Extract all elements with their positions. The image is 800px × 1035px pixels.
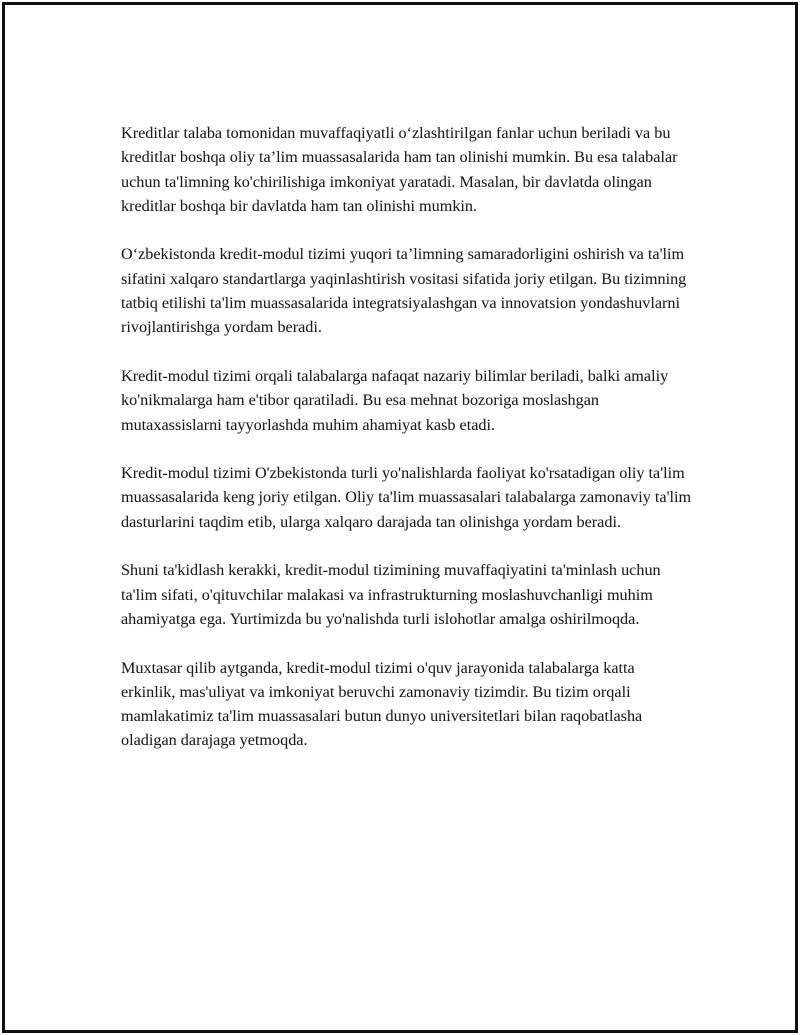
paragraph: O‘zbekistonda kredit-modul tizimi yuqori ta’limning samaradorligini oshirish va ta'lim sifatini xalqaro standartlarga yaqinlashtirish vositasi sifatida joriy etilgan. Bu tizimning tatbiq etilishi ta'lim muassasalarida integratsiyalashgan va innovatsion yondashuvlarni rivojlantirishga yordam beradi.	[121, 245, 687, 337]
paragraph: Kredit-modul tizimi orqali talabalarga nafaqat nazariy bilimlar beriladi, balki amaliy ko'nikmalarga ham e'tibor qaratiladi. Bu esa mehnat bozoriga moslashgan mutaxassislarni tayyorlashda muhim ahamiyat kasb etadi.	[121, 366, 669, 434]
paragraph: Muxtasar qilib aytganda, kredit-modul tizimi o'quv jarayonida talabalarga katta erkinlik, mas'uliyat va imkoniyat beruvchi zamonaviy tizimdir. Bu tizim orqali mamlakatimiz ta'lim muassasalari butun dunyo universitetlari bilan raqobatlasha oladigan darajaga yetmoqda.	[121, 658, 643, 750]
page-frame	[2, 2, 798, 1033]
paragraph: Kredit-modul tizimi O'zbekistonda turli yo'nalishlarda faoliyat ko'rsatadigan oliy ta'lim muassasalarida keng joriy etilgan. Oliy ta'lim muassasalari talabalarga zamonaviy ta'lim dasturlarini taqdim etib, ularga xalqaro darajada tan olinishga yordam beradi.	[121, 464, 692, 531]
document-body	[121, 121, 693, 777]
paragraph: Shuni ta'kidlash kerakki, kredit-modul tizimining muvaffaqiyatini ta'minlash uchun ta'lim sifati, o'qituvchilar malakasi va infrastrukturning moslashuvchanligi muhim ahamiyatga ega. Yurtimizda bu yo'nalishda turli islohotlar amalga oshirilmoqda.	[121, 561, 661, 628]
paragraph: Kreditlar talaba tomonidan muvaffaqiyatli o‘zlashtirilgan fanlar uchun beriladi va bu kreditlar boshqa oliy ta’lim muassasalarida ham tan olinishi mumkin. Bu esa talabalar uchun ta'limning ko'chirilishiga imkoniyat yaratadi. Masalan, bir davlatda olingan kreditlar boshqa bir davlatda ham tan olinishi mumkin.	[121, 124, 678, 215]
